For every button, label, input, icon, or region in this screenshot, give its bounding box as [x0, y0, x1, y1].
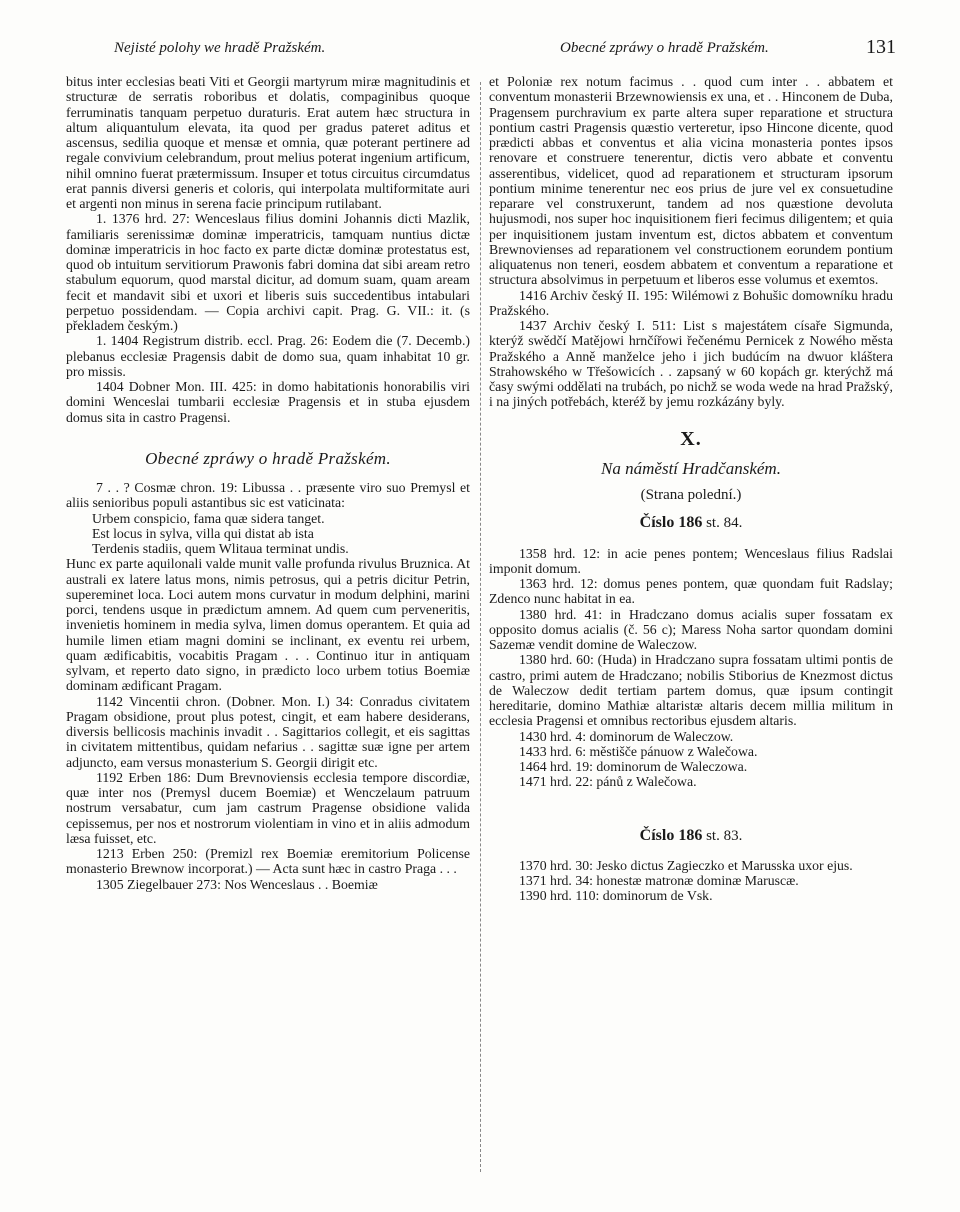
- house-number: Číslo 186: [639, 826, 703, 844]
- page-number: 131: [866, 36, 896, 58]
- house-st: st. 83.: [706, 827, 743, 844]
- paragraph: et Poloniæ rex notum facimus . . quod cum inter . . abbatem et conventum monasterii Brzewnowiensis ex una, et . . Hinconem de Duba, Pragensem purchravium ex parte altera super reparatione et structura pontium castri Pragensis quæstio verteretur, ipso Hincone dicente, quod prædicti abbas et conventus et alia vicina monasteria pontes ipsos renovare et construere tenerentur, dictis vero abbate et conventu asserentibus, videlicet, quod ad reparationem et structuram ipsorum pontium minime tenerentur nec eos prius de jure vel ex consuetudine reparare vel construxerunt, tandem ad nos quæstione devoluta hujusmodi, nos super hoc inquisitionem fieri fecimus diligentem; et quia per inquisitionem justam inventum est, dictos abbatem et conventum Brewnovienses ad reparationem vel constructionem eorundem pontium aliquatenus non teneri, eosdem abbatem et conventum a reparatione et structura absolvimus in perpetuum et liberos esse volumus et exemtos.: [489, 74, 893, 288]
- side-note: (Strana polední.): [640, 487, 742, 503]
- entry: 1390 hrd. 110: dominorum de Vsk.: [519, 888, 713, 904]
- paragraph: 7 . . ? Cosmæ chron. 19: Libussa . . præsente viro suo Premysl et aliis senioribus populi astantibus sic est vaticinata:: [66, 480, 470, 511]
- running-head-right: Obecné zpráwy o hradě Pražském.: [560, 40, 769, 56]
- entry: 1380 hrd. 41: in Hradczano domus acialis super fossatam ex opposito domus acialis (č. 56 c); Maress Noha sartor quondam domini Sazemæ vendit domine de Waleczow.: [489, 606, 893, 652]
- house-st: st. 84.: [706, 515, 743, 532]
- paragraph: 1404 Dobner Mon. III. 425: in domo habitationis honorabilis viri domini Wenceslai tumbarii ecclesiæ Pragensis et in stuba ejusdem domus sita in castro Pragensi.: [66, 379, 470, 425]
- paragraph: Hunc ex parte aquilonali valde munit valle profunda rivulus Bruznica. At australi ex latere latus mons, nimis petrosus, qui a petris dicitur Petrin, supereminet loca. Loci autem mons curvatur in modum delphini, marini porci, tendens usque in prædictum amnem. Ad quem cum perveneritis, invenietis hominem in media sylva, limen domus operantem. Et quia ad humile limen etiam magni domini se inclinant, ex eventu rei urbem, quam ædificabitis, vocabitis Pragam . . . Continuo itur in antiquam sylvam, et reperto dato signo, in prædicto loco urbem totius Boemiæ dominam ædificant Pragam.: [66, 556, 470, 694]
- place-heading: Na náměstí Hradčanském.: [601, 458, 781, 478]
- column-divider: [480, 82, 481, 1172]
- paragraph: 1305 Ziegelbauer 273: Nos Wenceslaus . . Boemiæ: [96, 876, 378, 892]
- verse-line: Terdenis stadiis, quem Wlitaua terminat undis.: [92, 541, 349, 556]
- house-number-heading: [489, 828, 893, 844]
- entry: 1371 hrd. 34: honestæ matronæ dominæ Maruscæ.: [519, 873, 799, 888]
- verse-line: Est locus in sylva, villa qui distat ab ista: [92, 525, 314, 541]
- entry: 1433 hrd. 6: městišče pánuow z Walečowa.: [519, 743, 758, 759]
- paragraph: 1. 1376 hrd. 27: Wenceslaus filius domini Johannis dicti Mazlik, familiaris serenissimæ dominæ imperatricis, tamquam nuntius dictæ dominæ imperatricis in hoc facto ex parte dictæ dominæ protestatus est, quod ob intuitum servitiorum Prawonis fabri domina dat sibi aream retro stabulum equorum, quod marstal dicitur, ad domum suam, quam aream fecit et mandavit sibi et uxori et liberis suis succedentibus intabulari perpetuo possidendam. — Copia archivi capit. Prag. G. VII.: it. (s překladem českým.): [66, 211, 470, 333]
- paragraph: 1213 Erben 250: (Premizl rex Boemiæ eremitorium Policense monasterio Brewnow incorporat.) — Acta sunt hæc in castro Praga . . .: [66, 846, 470, 877]
- house-number: Číslo 186: [639, 514, 703, 532]
- entry: 1370 hrd. 30: Jesko dictus Zagieczko et Marusska uxor ejus.: [519, 857, 853, 873]
- entry: 1471 hrd. 22: pánů z Walečowa.: [519, 774, 697, 790]
- section-number: X.: [680, 427, 702, 450]
- section-title: Obecné zpráwy o hradě Pražském.: [145, 448, 391, 468]
- page-header: [0, 34, 960, 64]
- paragraph: 1192 Erben 186: Dum Brevnoviensis ecclesia tempore discordiæ, quæ inter nos (Premysl ducem Boemiæ) et Wenczelaum patruum nostrum versabatur, cum jam castrum Pragense obsidione valida cepissemus, per nos et nostrorum violentiam in vino et in aliis admodum læsa fuisset, etc.: [66, 769, 470, 846]
- paragraph: 1. 1404 Registrum distrib. eccl. Prag. 26: Eodem die (7. Decemb.) plebanus ecclesiæ Pragensis dabit de domo sua, quam inhabitat 10 gr. pro missis.: [66, 333, 470, 379]
- paragraph: 1437 Archiv český I. 511: List s majestátem císaře Sigmunda, kterýž swědčí Matějowi hrnčířowi řečenému Pernicek z Nowého města Pražského a Anně manželce jeho i jich budúcím na dwuor kláštera Strahowského w Třešowicích . . zapsaný w 60 kopách gr. kterýchž má časy swými oddělati na trubách, po nichž se woda wede na hrad Pražský, i na jiných potřebách, kteréž by jemu rozkázány byly.: [489, 318, 893, 410]
- paragraph: bitus inter ecclesias beati Viti et Georgii martyrum miræ magnitudinis et structuræ de serratis roboribus et dolatis, compaginibus quoque ferruminatis tanquam perpetuo duraturis. Erat autem hæc structura in altum aliquantulum elevata, ita quod per gradus pateret aditus et ascensus, sedilia quoque et mensæ et omnia, quæ poterant pertinere ad regale convivium celebrandum, prout melius poterat ingenium artificum, nihil omnino fuerat prætermissum. Insuper et totus circuitus circumdatus erat pannis diversi generis et coloris, qui interpolata multiformitate auri et argenti non minus in serena facie principum rutilabant.: [66, 74, 470, 211]
- left-column: [66, 74, 470, 892]
- running-head-left: Nejisté polohy we hradě Pražském.: [114, 40, 326, 56]
- paragraph: 1416 Archiv český II. 195: Wilémowi z Bohušic domowníku hradu Pražského.: [489, 287, 893, 318]
- right-column: [489, 74, 893, 904]
- entry: 1430 hrd. 4: dominorum de Waleczow.: [519, 728, 734, 744]
- entry: 1363 hrd. 12: domus penes pontem, quæ quondam fuit Radslay; Zdenco nunc habitat in ea.: [489, 576, 893, 607]
- entry: 1380 hrd. 60: (Huda) in Hradczano supra fossatam ultimi pontis de castro, primi autem de Hradczano; nobilis Stiborius de Knezmost dictus de Waleczow dedit tertiam partem domus, quæ ipsum contingit hereditarie, domino Mathiæ altaristæ altaris decem millia militum in ecclesia Pragensi et omnibus rectoribus ejusdem altaris.: [489, 652, 893, 729]
- verse-line: Urbem conspicio, fama quæ sidera tanget.: [92, 510, 325, 526]
- house-number-heading: [489, 515, 893, 531]
- spacer: [489, 790, 893, 824]
- entry: 1464 hrd. 19: dominorum de Waleczowa.: [519, 759, 748, 774]
- paragraph: 1142 Vincentii chron. (Dobner. Mon. I.) 34: Conradus civitatem Pragam obsidione, prout plus potest, cingit, et eam habere desiderans, diversis bellicosis machinis invadit . . Sagittarios collegit, et eis sagittas in civitatem mittentibus, quidam nefarius . . sagittæ suæ igne per artem adjuncto, eam versus monasterium S. Georgii dirigit etc.: [66, 693, 470, 770]
- entry: 1358 hrd. 12: in acie penes pontem; Wenceslaus filius Radslai imponit domum.: [489, 545, 893, 576]
